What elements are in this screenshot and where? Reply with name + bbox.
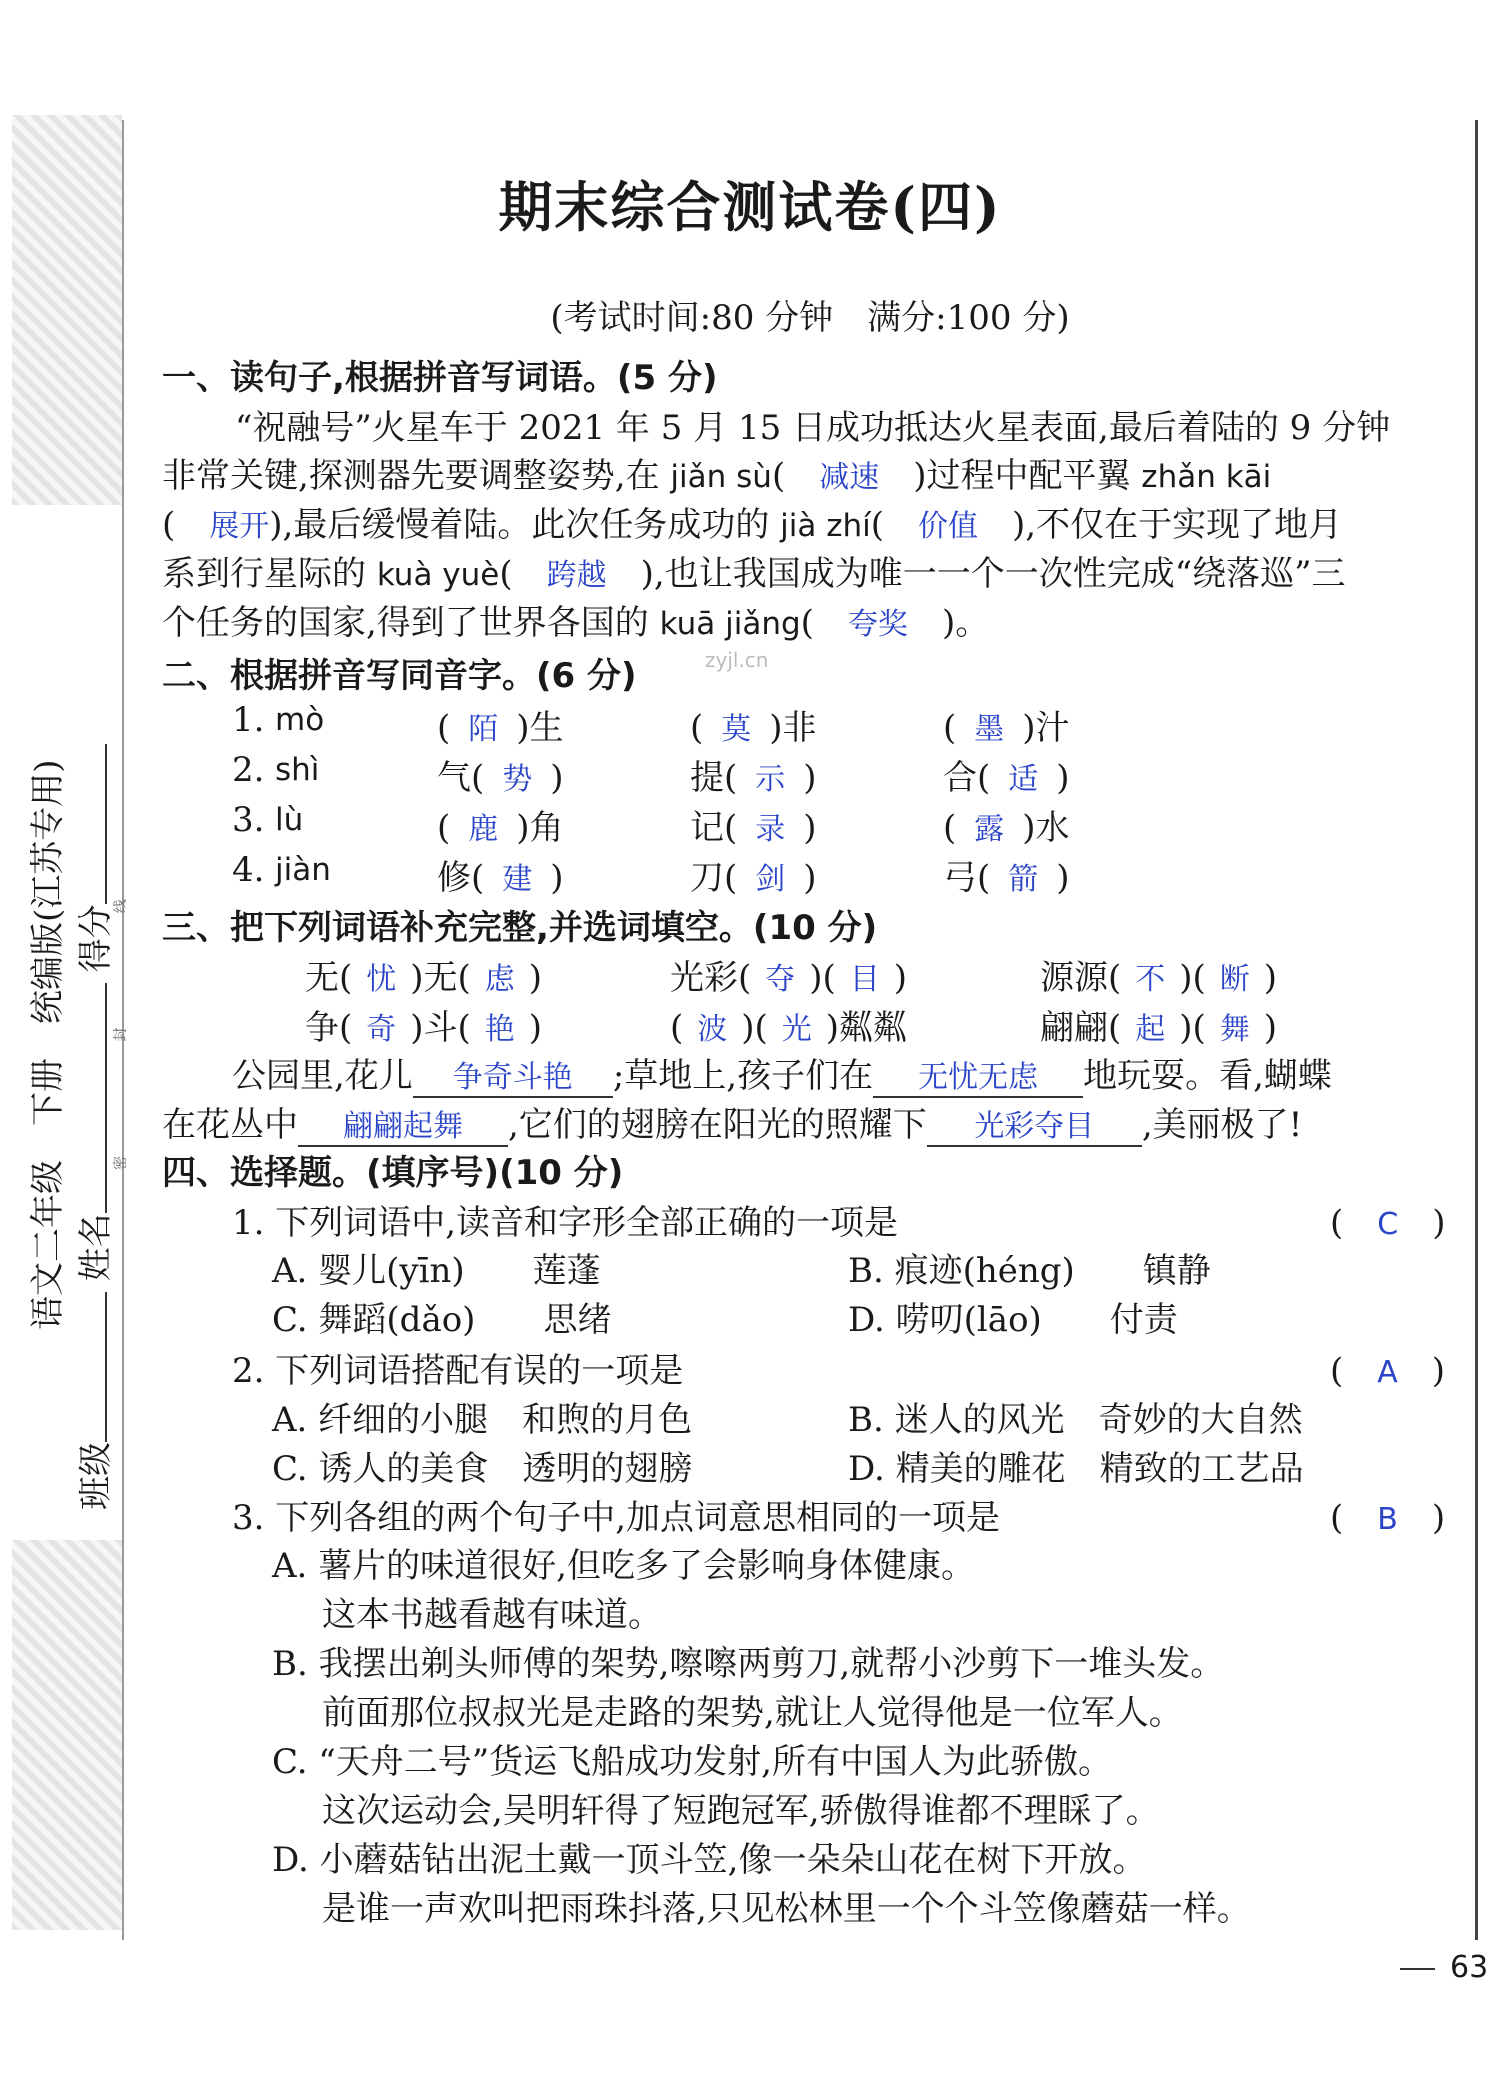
s2-row-pinyin: jiàn <box>275 852 331 888</box>
q3-option-d-1: D. 小蘑菇钻出泥土戴一顶斗笠,像一朵朵山花在树下开放。 <box>272 1840 1147 1880</box>
page-title: 期末综合测试卷(四) <box>498 175 1002 239</box>
s3-idiom: 光彩( 夺 )( 目 ) <box>670 958 908 998</box>
s2-blank: ( 露 )水 <box>943 808 1070 848</box>
s3-idiom: 翩翩( 起 )( 舞 ) <box>1040 1008 1278 1048</box>
s2-row-pinyin: lù <box>275 802 304 838</box>
q3-option-c-1: C. “天舟二号”货运飞船成功发射,所有中国人为此骄傲。 <box>272 1742 1112 1782</box>
q2-answer: ( A ) <box>1330 1351 1446 1391</box>
q1-option-b: B. 痕迹(héng) 镇静 <box>848 1251 1211 1291</box>
s2-row-number: 3. <box>232 800 265 840</box>
section-4-heading: 四、选择题。(填序号)(10 分) <box>162 1153 624 1193</box>
binding-seal: 密 封 线 <box>113 899 129 1170</box>
s2-blank: 气( 势 ) <box>437 758 564 798</box>
s2-row-number: 1. <box>232 700 265 740</box>
q1-option-d: D. 唠叨(lāo) 付责 <box>848 1300 1178 1340</box>
s1-line-2: 非常关键,探测器先要调整姿势,在 jiǎn sù( 减速 )过程中配平翼 zhǎn kāi <box>162 456 1272 496</box>
q1-answer: ( C ) <box>1330 1203 1446 1243</box>
section-2-heading: 二、根据拼音写同音字。(6 分) <box>162 656 637 696</box>
s2-row-pinyin: shì <box>275 752 320 788</box>
s3-idiom: ( 波 )( 光 )粼粼 <box>670 1008 908 1048</box>
q2-stem: 2. 下列词语搭配有误的一项是 <box>232 1351 684 1391</box>
q2-option-c: C. 诱人的美食 透明的翅膀 <box>272 1449 693 1489</box>
q3-stem: 3. 下列各组的两个句子中,加点词意思相同的一项是 <box>232 1498 1001 1538</box>
q3-option-b-2: 前面那位叔叔光是走路的架势,就让人觉得他是一位军人。 <box>322 1693 1183 1733</box>
binding-pattern-bottom <box>12 1540 122 1930</box>
s2-row-number: 4. <box>232 850 265 890</box>
q3-answer: ( B ) <box>1330 1498 1446 1538</box>
page-number-dash <box>1400 1968 1435 1970</box>
s3-fill-line-2: 在花丛中 翩翩起舞 ,它们的翅膀在阳光的照耀下 光彩夺目 ,美丽极了! <box>162 1097 1302 1147</box>
q2-option-b: B. 迷人的风光 奇妙的大自然 <box>848 1400 1303 1440</box>
s2-blank: 弓( 箭 ) <box>943 858 1070 898</box>
s3-idiom: 争( 奇 )斗( 艳 ) <box>305 1008 543 1048</box>
q1-stem: 1. 下列词语中,读音和字形全部正确的一项是 <box>232 1203 899 1243</box>
q3-option-a-2: 这本书越看越有味道。 <box>322 1595 662 1635</box>
s2-blank: ( 墨 )汁 <box>943 708 1070 748</box>
q3-option-c-2: 这次运动会,吴明轩得了短跑冠军,骄傲得谁都不理睬了。 <box>322 1791 1160 1831</box>
right-margin-line <box>1475 120 1478 1940</box>
s3-idiom: 源源( 不 )( 断 ) <box>1040 958 1278 998</box>
watermark: zyjl.cn <box>705 648 769 672</box>
q3-option-d-2: 是谁一声欢叫把雨珠抖落,只见松林里一个个斗笠像蘑菇一样。 <box>322 1889 1251 1929</box>
q3-option-a-1: A. 薯片的味道很好,但吃多了会影响身体健康。 <box>272 1546 975 1586</box>
page-number: 63 <box>1450 1950 1489 1985</box>
s2-blank: ( 陌 )生 <box>437 708 564 748</box>
section-3-heading: 三、把下列词语补充完整,并选词填空。(10 分) <box>162 908 878 948</box>
s1-line-1: “祝融号”火星车于 2021 年 5 月 15 日成功抵达火星表面,最后着陆的 9 分钟 <box>235 408 1391 448</box>
s3-fill-line-1: 公园里,花儿 争奇斗艳 ;草地上,孩子们在 无忧无虑 地玩耍。看,蝴蝶 <box>232 1048 1332 1098</box>
binding-book-info: 语文二年级 下册 统编版(江苏专用) <box>28 759 68 1330</box>
s2-blank: 合( 适 ) <box>943 758 1070 798</box>
s1-line-3: ( 展开),最后缓慢着陆。此次任务成功的 jià zhí( 价值 ),不仅在于实现了地月 <box>162 505 1343 545</box>
q1-option-c: C. 舞蹈(dǎo) 思绪 <box>272 1300 612 1340</box>
s2-row-pinyin: mò <box>275 702 325 738</box>
s2-blank: ( 莫 )非 <box>690 708 817 748</box>
q2-option-d: D. 精美的雕花 精致的工艺品 <box>848 1449 1304 1489</box>
s2-blank: 记( 录 ) <box>690 808 817 848</box>
q1-option-a: A. 婴儿(yīn) 莲蓬 <box>272 1251 601 1291</box>
s2-blank: 修( 建 ) <box>437 858 564 898</box>
s3-idiom: 无( 忧 )无( 虑 ) <box>305 958 543 998</box>
s1-line-4: 系到行星际的 kuà yuè( 跨越 ),也让我国成为唯一一个一次性完成“绕落巡”三 <box>162 554 1346 594</box>
section-1-heading: 一、读句子,根据拼音写词语。(5 分) <box>162 358 718 398</box>
s2-row-number: 2. <box>232 750 265 790</box>
q2-option-a: A. 纤细的小腿 和煦的月色 <box>272 1400 693 1440</box>
binding-fields: 班级 姓名 得分 <box>68 744 117 1510</box>
s1-line-5: 个任务的国家,得到了世界各国的 kuā jiǎng( 夸奖 )。 <box>162 603 990 643</box>
s2-blank: ( 鹿 )角 <box>437 808 564 848</box>
q3-option-b-1: B. 我摆出剃头师傅的架势,嚓嚓两剪刀,就帮小沙剪下一堆头发。 <box>272 1644 1225 1684</box>
s2-blank: 刀( 剑 ) <box>690 858 817 898</box>
exam-info: (考试时间:80 分钟 满分:100 分) <box>550 298 1070 338</box>
s2-blank: 提( 示 ) <box>690 758 817 798</box>
